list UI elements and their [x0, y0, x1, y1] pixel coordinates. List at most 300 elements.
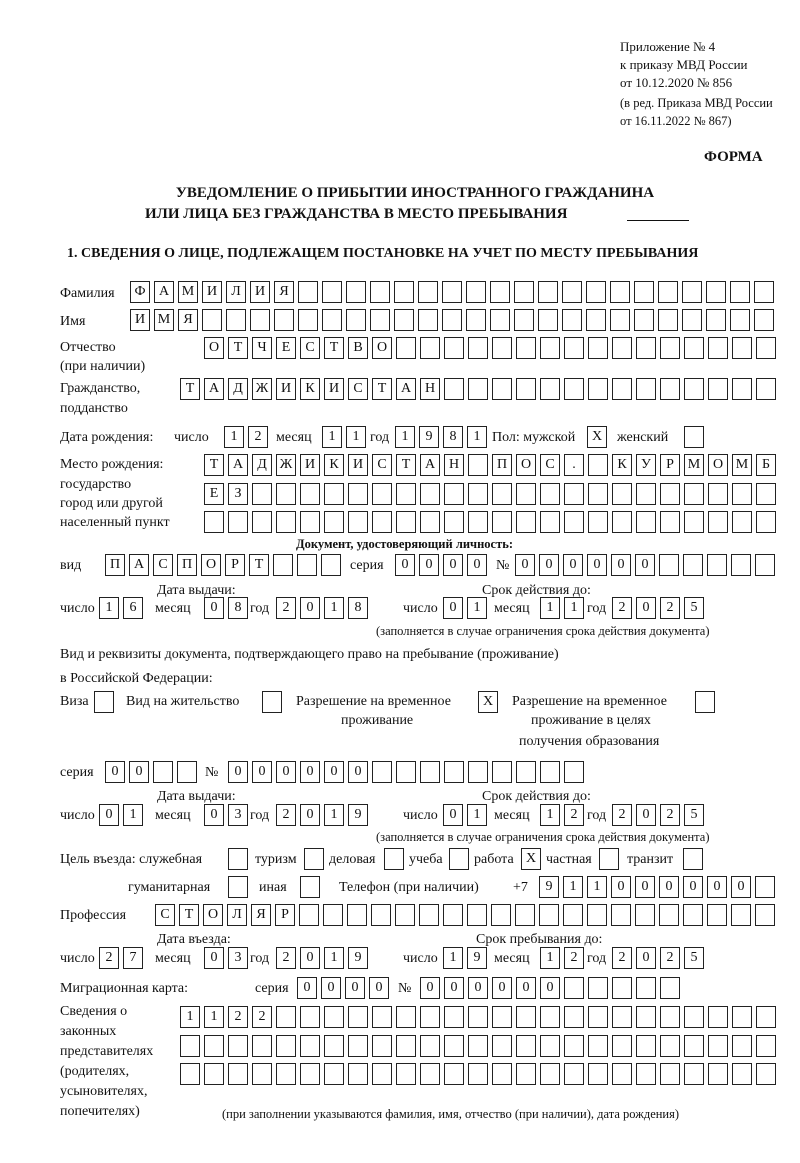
char-cell[interactable] [372, 761, 392, 783]
char-cell[interactable] [516, 337, 536, 359]
char-cell[interactable] [226, 309, 246, 331]
name-field[interactable] [130, 309, 774, 331]
char-cell[interactable] [612, 511, 632, 533]
char-cell[interactable]: 0 [635, 876, 655, 898]
char-cell[interactable] [564, 337, 584, 359]
entry-month-field[interactable] [204, 947, 248, 969]
char-cell[interactable] [420, 1063, 440, 1085]
char-cell[interactable]: 3 [228, 947, 248, 969]
char-cell[interactable]: М [154, 309, 174, 331]
purpose-other-checkbox[interactable] [300, 876, 320, 898]
char-cell[interactable] [298, 281, 318, 303]
char-cell[interactable] [443, 904, 463, 926]
char-cell[interactable]: Т [249, 554, 269, 576]
char-cell[interactable] [300, 1006, 320, 1028]
char-cell[interactable] [304, 848, 324, 870]
char-cell[interactable]: 1 [324, 804, 344, 826]
char-cell[interactable]: 0 [300, 947, 320, 969]
char-cell[interactable] [707, 904, 727, 926]
char-cell[interactable] [420, 761, 440, 783]
char-cell[interactable] [540, 483, 560, 505]
char-cell[interactable] [204, 1035, 224, 1057]
char-cell[interactable] [540, 378, 560, 400]
char-cell[interactable]: 5 [684, 597, 704, 619]
char-cell[interactable] [587, 904, 607, 926]
char-cell[interactable] [756, 337, 776, 359]
char-cell[interactable]: 0 [105, 761, 125, 783]
char-cell[interactable]: К [300, 378, 320, 400]
char-cell[interactable] [252, 511, 272, 533]
char-cell[interactable]: 0 [540, 977, 560, 999]
char-cell[interactable] [732, 1063, 752, 1085]
char-cell[interactable]: 5 [684, 804, 704, 826]
char-cell[interactable] [564, 977, 584, 999]
char-cell[interactable] [468, 1006, 488, 1028]
char-cell[interactable]: А [154, 281, 174, 303]
char-cell[interactable]: Я [274, 281, 294, 303]
reps-field-3[interactable] [180, 1063, 776, 1085]
char-cell[interactable] [492, 378, 512, 400]
char-cell[interactable] [564, 378, 584, 400]
char-cell[interactable] [396, 1006, 416, 1028]
char-cell[interactable] [636, 1035, 656, 1057]
char-cell[interactable]: X [521, 848, 541, 870]
char-cell[interactable]: 0 [611, 554, 631, 576]
char-cell[interactable] [564, 1063, 584, 1085]
char-cell[interactable] [418, 309, 438, 331]
char-cell[interactable]: Е [204, 483, 224, 505]
char-cell[interactable] [684, 1035, 704, 1057]
char-cell[interactable]: И [300, 454, 320, 476]
char-cell[interactable] [492, 1035, 512, 1057]
char-cell[interactable] [300, 483, 320, 505]
purpose-private-checkbox[interactable] [599, 848, 619, 870]
char-cell[interactable] [754, 281, 774, 303]
char-cell[interactable] [516, 483, 536, 505]
char-cell[interactable] [684, 426, 704, 448]
right-valid-month-field[interactable] [540, 804, 584, 826]
char-cell[interactable] [346, 309, 366, 331]
char-cell[interactable]: И [276, 378, 296, 400]
char-cell[interactable]: 0 [611, 876, 631, 898]
char-cell[interactable]: 2 [276, 804, 296, 826]
char-cell[interactable] [707, 554, 727, 576]
char-cell[interactable] [684, 337, 704, 359]
char-cell[interactable] [684, 483, 704, 505]
char-cell[interactable]: 5 [684, 947, 704, 969]
char-cell[interactable] [682, 281, 702, 303]
char-cell[interactable] [562, 309, 582, 331]
char-cell[interactable] [730, 281, 750, 303]
char-cell[interactable]: 1 [467, 426, 487, 448]
char-cell[interactable]: 8 [443, 426, 463, 448]
char-cell[interactable] [540, 1035, 560, 1057]
char-cell[interactable]: 3 [228, 804, 248, 826]
char-cell[interactable]: X [478, 691, 498, 713]
char-cell[interactable]: 2 [252, 1006, 272, 1028]
char-cell[interactable] [276, 1063, 296, 1085]
char-cell[interactable]: 0 [516, 977, 536, 999]
char-cell[interactable]: О [708, 454, 728, 476]
char-cell[interactable]: 0 [635, 554, 655, 576]
char-cell[interactable] [276, 483, 296, 505]
char-cell[interactable]: И [348, 454, 368, 476]
char-cell[interactable] [396, 1063, 416, 1085]
char-cell[interactable] [177, 761, 197, 783]
char-cell[interactable] [372, 1035, 392, 1057]
char-cell[interactable]: 1 [224, 426, 244, 448]
sex-female-checkbox[interactable] [684, 426, 704, 448]
char-cell[interactable]: 2 [276, 947, 296, 969]
char-cell[interactable]: 0 [515, 554, 535, 576]
reps-field-2[interactable] [180, 1035, 776, 1057]
char-cell[interactable] [444, 1035, 464, 1057]
char-cell[interactable] [348, 1063, 368, 1085]
char-cell[interactable]: А [228, 454, 248, 476]
char-cell[interactable]: 0 [563, 554, 583, 576]
char-cell[interactable] [324, 483, 344, 505]
char-cell[interactable]: 0 [468, 977, 488, 999]
char-cell[interactable]: У [636, 454, 656, 476]
char-cell[interactable] [180, 1035, 200, 1057]
char-cell[interactable] [276, 1006, 296, 1028]
char-cell[interactable] [588, 1063, 608, 1085]
stay-month-field[interactable] [540, 947, 584, 969]
char-cell[interactable] [611, 904, 631, 926]
char-cell[interactable]: 9 [348, 947, 368, 969]
char-cell[interactable]: Б [756, 454, 776, 476]
char-cell[interactable]: 0 [300, 804, 320, 826]
char-cell[interactable] [300, 511, 320, 533]
char-cell[interactable]: П [492, 454, 512, 476]
char-cell[interactable]: С [300, 337, 320, 359]
char-cell[interactable] [468, 337, 488, 359]
char-cell[interactable] [204, 1063, 224, 1085]
char-cell[interactable] [394, 281, 414, 303]
purpose-study-checkbox[interactable] [449, 848, 469, 870]
char-cell[interactable] [588, 378, 608, 400]
char-cell[interactable] [444, 378, 464, 400]
char-cell[interactable]: 2 [564, 947, 584, 969]
char-cell[interactable] [252, 483, 272, 505]
char-cell[interactable] [684, 1006, 704, 1028]
char-cell[interactable] [276, 511, 296, 533]
char-cell[interactable] [348, 483, 368, 505]
char-cell[interactable]: 0 [300, 597, 320, 619]
char-cell[interactable]: О [516, 454, 536, 476]
char-cell[interactable] [683, 904, 703, 926]
char-cell[interactable] [516, 1006, 536, 1028]
char-cell[interactable] [396, 511, 416, 533]
char-cell[interactable]: 0 [420, 977, 440, 999]
birthplace-field-2[interactable] [204, 483, 776, 505]
char-cell[interactable] [732, 1006, 752, 1028]
char-cell[interactable] [250, 309, 270, 331]
char-cell[interactable] [468, 1035, 488, 1057]
char-cell[interactable] [153, 761, 173, 783]
char-cell[interactable] [372, 1006, 392, 1028]
char-cell[interactable]: Т [179, 904, 199, 926]
char-cell[interactable] [612, 1063, 632, 1085]
char-cell[interactable]: И [324, 378, 344, 400]
right-issue-day-field[interactable] [99, 804, 143, 826]
char-cell[interactable] [324, 1006, 344, 1028]
char-cell[interactable] [372, 511, 392, 533]
char-cell[interactable] [586, 281, 606, 303]
char-cell[interactable] [324, 1063, 344, 1085]
char-cell[interactable] [492, 1063, 512, 1085]
char-cell[interactable] [323, 904, 343, 926]
char-cell[interactable] [612, 1006, 632, 1028]
char-cell[interactable] [538, 281, 558, 303]
char-cell[interactable]: М [732, 454, 752, 476]
char-cell[interactable]: П [105, 554, 125, 576]
char-cell[interactable] [706, 281, 726, 303]
purpose-transit-checkbox[interactable] [683, 848, 703, 870]
char-cell[interactable] [636, 378, 656, 400]
char-cell[interactable] [588, 511, 608, 533]
entry-day-field[interactable] [99, 947, 143, 969]
purpose-tourism-checkbox[interactable] [304, 848, 324, 870]
char-cell[interactable] [468, 454, 488, 476]
char-cell[interactable] [755, 876, 775, 898]
char-cell[interactable]: А [396, 378, 416, 400]
char-cell[interactable] [660, 977, 680, 999]
char-cell[interactable]: 0 [276, 761, 296, 783]
char-cell[interactable] [492, 337, 512, 359]
char-cell[interactable] [730, 309, 750, 331]
right-issue-year-field[interactable] [276, 804, 368, 826]
char-cell[interactable] [564, 483, 584, 505]
citizenship-field[interactable] [180, 378, 776, 400]
visa-checkbox[interactable] [94, 691, 114, 713]
char-cell[interactable]: 0 [587, 554, 607, 576]
char-cell[interactable]: 8 [228, 597, 248, 619]
char-cell[interactable] [732, 337, 752, 359]
char-cell[interactable]: 1 [467, 804, 487, 826]
char-cell[interactable]: 1 [346, 426, 366, 448]
char-cell[interactable] [276, 1035, 296, 1057]
char-cell[interactable]: Т [204, 454, 224, 476]
char-cell[interactable]: Т [228, 337, 248, 359]
char-cell[interactable]: 2 [612, 947, 632, 969]
char-cell[interactable]: 2 [612, 804, 632, 826]
char-cell[interactable] [420, 337, 440, 359]
char-cell[interactable] [228, 1035, 248, 1057]
char-cell[interactable] [490, 309, 510, 331]
char-cell[interactable] [588, 1035, 608, 1057]
char-cell[interactable] [396, 337, 416, 359]
migration-series-field[interactable] [297, 977, 389, 999]
char-cell[interactable]: З [228, 483, 248, 505]
char-cell[interactable] [297, 554, 317, 576]
char-cell[interactable]: С [540, 454, 560, 476]
char-cell[interactable] [442, 309, 462, 331]
char-cell[interactable]: 2 [564, 804, 584, 826]
birthplace-field-1[interactable] [204, 454, 776, 476]
char-cell[interactable] [180, 1063, 200, 1085]
char-cell[interactable]: С [153, 554, 173, 576]
char-cell[interactable]: 0 [321, 977, 341, 999]
char-cell[interactable] [395, 904, 415, 926]
char-cell[interactable]: 0 [204, 947, 224, 969]
char-cell[interactable] [468, 511, 488, 533]
char-cell[interactable]: О [201, 554, 221, 576]
char-cell[interactable]: 9 [539, 876, 559, 898]
char-cell[interactable]: 1 [324, 947, 344, 969]
right-issue-month-field[interactable] [204, 804, 248, 826]
char-cell[interactable]: 0 [731, 876, 751, 898]
id-valid-day-field[interactable] [443, 597, 487, 619]
char-cell[interactable] [732, 378, 752, 400]
char-cell[interactable] [562, 281, 582, 303]
char-cell[interactable] [372, 1063, 392, 1085]
char-cell[interactable] [300, 1063, 320, 1085]
char-cell[interactable] [660, 337, 680, 359]
char-cell[interactable]: 0 [636, 947, 656, 969]
char-cell[interactable]: В [348, 337, 368, 359]
char-cell[interactable] [444, 337, 464, 359]
id-issue-year-field[interactable] [276, 597, 368, 619]
purpose-work-checkbox[interactable] [521, 848, 541, 870]
char-cell[interactable] [420, 511, 440, 533]
char-cell[interactable] [491, 904, 511, 926]
char-cell[interactable]: 0 [228, 761, 248, 783]
char-cell[interactable] [516, 511, 536, 533]
char-cell[interactable]: 0 [324, 761, 344, 783]
sex-male-checkbox[interactable] [587, 426, 607, 448]
char-cell[interactable]: 6 [123, 597, 143, 619]
char-cell[interactable]: Л [226, 281, 246, 303]
char-cell[interactable]: 0 [443, 597, 463, 619]
char-cell[interactable] [396, 1035, 416, 1057]
right-valid-year-field[interactable] [612, 804, 704, 826]
char-cell[interactable] [708, 378, 728, 400]
char-cell[interactable]: Д [228, 378, 248, 400]
char-cell[interactable] [444, 511, 464, 533]
char-cell[interactable]: Т [396, 454, 416, 476]
char-cell[interactable]: Ф [130, 281, 150, 303]
char-cell[interactable] [731, 554, 751, 576]
char-cell[interactable] [228, 848, 248, 870]
char-cell[interactable]: Т [372, 378, 392, 400]
char-cell[interactable]: 0 [204, 804, 224, 826]
char-cell[interactable]: Р [275, 904, 295, 926]
char-cell[interactable] [708, 483, 728, 505]
char-cell[interactable] [756, 1063, 776, 1085]
char-cell[interactable]: 0 [636, 597, 656, 619]
id-number-field[interactable] [515, 554, 775, 576]
char-cell[interactable]: М [178, 281, 198, 303]
char-cell[interactable] [683, 554, 703, 576]
char-cell[interactable] [347, 904, 367, 926]
stay-day-field[interactable] [443, 947, 487, 969]
char-cell[interactable] [612, 1035, 632, 1057]
char-cell[interactable]: Н [444, 454, 464, 476]
char-cell[interactable] [636, 1006, 656, 1028]
char-cell[interactable] [252, 1035, 272, 1057]
char-cell[interactable] [732, 483, 752, 505]
char-cell[interactable] [492, 483, 512, 505]
char-cell[interactable]: 1 [587, 876, 607, 898]
char-cell[interactable] [634, 281, 654, 303]
char-cell[interactable]: Д [252, 454, 272, 476]
char-cell[interactable] [660, 483, 680, 505]
char-cell[interactable] [708, 337, 728, 359]
char-cell[interactable] [370, 281, 390, 303]
char-cell[interactable] [396, 761, 416, 783]
char-cell[interactable] [754, 309, 774, 331]
char-cell[interactable]: 9 [419, 426, 439, 448]
char-cell[interactable] [708, 1063, 728, 1085]
char-cell[interactable] [756, 483, 776, 505]
char-cell[interactable] [322, 309, 342, 331]
entry-year-field[interactable] [276, 947, 368, 969]
char-cell[interactable] [262, 691, 282, 713]
char-cell[interactable] [588, 977, 608, 999]
char-cell[interactable] [418, 281, 438, 303]
char-cell[interactable] [659, 904, 679, 926]
char-cell[interactable]: С [155, 904, 175, 926]
char-cell[interactable] [659, 554, 679, 576]
char-cell[interactable] [384, 848, 404, 870]
char-cell[interactable] [732, 1035, 752, 1057]
char-cell[interactable]: 9 [467, 947, 487, 969]
char-cell[interactable]: 1 [443, 947, 463, 969]
char-cell[interactable]: 0 [636, 804, 656, 826]
char-cell[interactable] [444, 761, 464, 783]
char-cell[interactable] [695, 691, 715, 713]
char-cell[interactable] [274, 309, 294, 331]
char-cell[interactable]: . [564, 454, 584, 476]
char-cell[interactable]: 1 [467, 597, 487, 619]
char-cell[interactable] [756, 511, 776, 533]
char-cell[interactable] [514, 309, 534, 331]
char-cell[interactable] [684, 378, 704, 400]
char-cell[interactable]: 7 [123, 947, 143, 969]
char-cell[interactable]: И [250, 281, 270, 303]
char-cell[interactable]: 1 [99, 597, 119, 619]
temp-edu-checkbox[interactable] [695, 691, 715, 713]
char-cell[interactable]: И [202, 281, 222, 303]
char-cell[interactable] [634, 309, 654, 331]
char-cell[interactable] [228, 1063, 248, 1085]
char-cell[interactable] [683, 848, 703, 870]
char-cell[interactable]: А [420, 454, 440, 476]
char-cell[interactable]: 0 [297, 977, 317, 999]
char-cell[interactable] [515, 904, 535, 926]
char-cell[interactable]: И [130, 309, 150, 331]
char-cell[interactable]: Л [227, 904, 247, 926]
char-cell[interactable]: А [204, 378, 224, 400]
char-cell[interactable]: 0 [99, 804, 119, 826]
char-cell[interactable] [612, 977, 632, 999]
char-cell[interactable] [348, 511, 368, 533]
char-cell[interactable]: С [348, 378, 368, 400]
id-issue-month-field[interactable] [204, 597, 248, 619]
char-cell[interactable] [514, 281, 534, 303]
char-cell[interactable] [564, 1035, 584, 1057]
char-cell[interactable]: 0 [419, 554, 439, 576]
char-cell[interactable] [588, 454, 608, 476]
char-cell[interactable] [371, 904, 391, 926]
char-cell[interactable] [466, 309, 486, 331]
char-cell[interactable] [298, 309, 318, 331]
birth-month-field[interactable] [322, 426, 366, 448]
char-cell[interactable]: Ж [276, 454, 296, 476]
char-cell[interactable]: 2 [660, 947, 680, 969]
char-cell[interactable] [610, 281, 630, 303]
